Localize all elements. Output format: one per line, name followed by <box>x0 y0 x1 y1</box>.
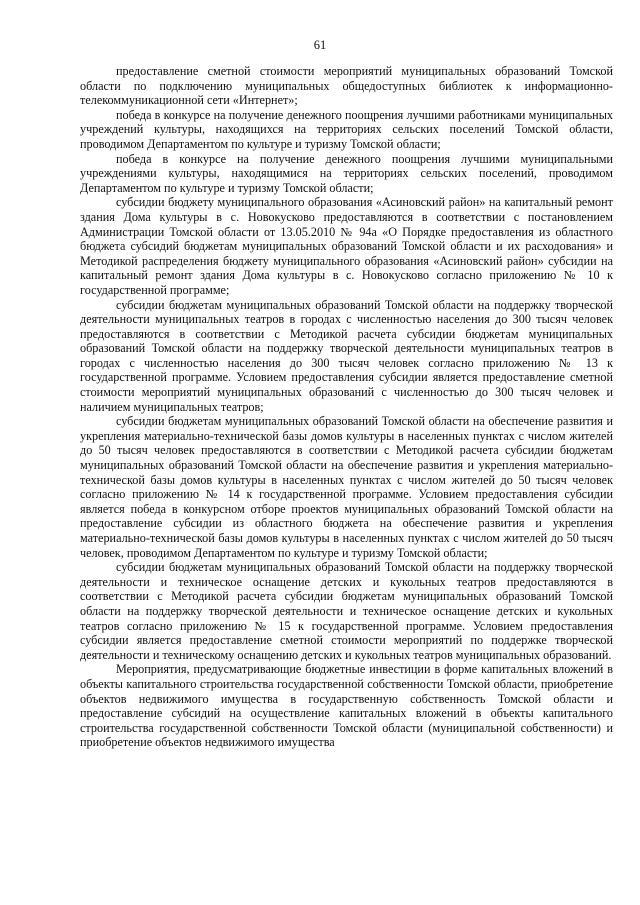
paragraph-award-workers: победа в конкурсе на получение денежного поощрения лучшими работниками муниципальных учреждений культуры, находящихся на территориях сельских поселений Томской области, проводимом Департаментом по культуре и туризму Томской области; <box>80 107 613 151</box>
page-number: 61 <box>313 38 327 52</box>
paragraph-capital-investments: Мероприятия, предусматривающие бюджетные инвестиции в форме капитальных вложений в объекты капитального строительства государственной собственности Томской области, приобретение объектов недвижимого имущества в государственную собственность Томской области и предоставление субсидий на осуществление капитальных вложений в объекты капитального строительства государственной собственности Томской области (муниципальной собственности) и приобретение объектов недвижимого имущества <box>80 662 613 750</box>
paragraph-award-institutions: победа в конкурсе на получение денежного поощрения лучшими муниципальными учреждениями культуры, находящимися на территориях сельских поселений, проводимом Департаментом по культуре и туризму Томской области; <box>80 151 613 195</box>
paragraph-internet-connection: предоставление сметной стоимости мероприятий муниципальных образований Томской области по подключению муниципальных общедоступных библиотек к информационно-телекоммуникационной сети «Интернет»; <box>80 64 613 108</box>
paragraph-childrens-theatres-subsidy: субсидии бюджетам муниципальных образований Томской области на поддержку творческой деятельности и техническое оснащение детских и кукольных театров предоставляются в соответствии с Методикой расчета субсидии бюджетам муниципальных образований Томской области на поддержку творческой деятельности и техническое оснащение детских и кукольных театров согласно приложению № 15 к государственной программе. Условием предоставления субсидии является предоставление сметной стоимости мероприятий по поддержке творческой деятельности и техническому оснащению детских и кукольных театров муниципальных образований. <box>80 560 613 662</box>
paragraph-theatres-subsidy: субсидии бюджетам муниципальных образований Томской области на поддержку творческой деятельности муниципальных театров в городах с численностью населения до 300 тысяч человек предоставляются в соответствии с Методикой расчета субсидии бюджетам муниципальных образований Томской области на поддержку творческой деятельности муниципальных театров в городах с численностью населения до 300 тысяч человек согласно приложению № 13 к государственной программе. Условием предоставления субсидии является предоставление сметной стоимости мероприятий муниципальных образований с численностью до 300 тысяч человек и наличием муниципальных театров; <box>80 297 613 414</box>
paragraph-asinovsky-subsidy: субсидии бюджету муниципального образования «Асиновский район» на капитальный ремонт здания Дома культуры в с. Новокусково предоставляются в соответствии с постановлением Администрации Томской области от 13.05.2010 № 94а «О Порядке предоставления из областного бюджета субсидий бюджетам муниципальных образований Томской области и их расходования» и Методикой распределения бюджету муниципального образования «Асиновский район» субсидии на капитальный ремонт здания Дома культуры в с. Новокусково согласно приложению № 10 к государственной программе; <box>80 195 613 297</box>
document-body <box>80 64 613 750</box>
paragraph-houses-of-culture-subsidy: субсидии бюджетам муниципальных образований Томской области на обеспечение развития и укрепления материально-технической базы домов культуры в населенных пунктах с числом жителей до 50 тысяч человек предоставляются в соответствии с Методикой расчета субсидии бюджетам муниципальных образований Томской области на обеспечение развития и укрепления материально-технической базы домов культуры в населенных пунктах с числом жителей до 50 тысяч человек согласно приложению № 14 к государственной программе. Условием предоставления субсидии является победа в конкурсном отборе проектов муниципальных образований Томской области на предоставление субсидии из областного бюджета на обеспечение развития и укрепления материально-технической базы домов культуры в населенных пунктах с числом жителей до 50 тысяч человек, проводимом Департаментом по культуре и туризму Томской области; <box>80 414 613 560</box>
